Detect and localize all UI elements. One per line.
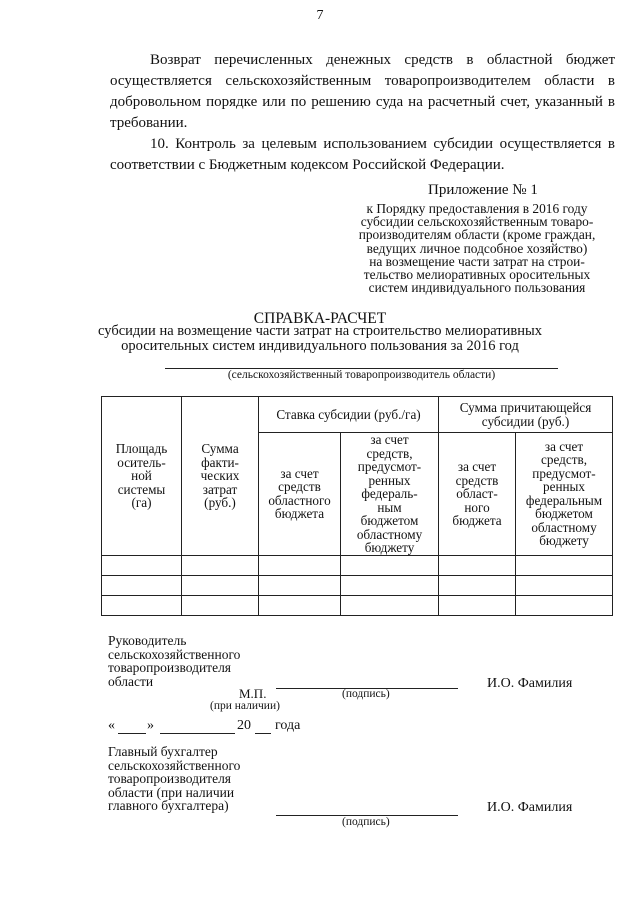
appendix-title: Приложение № 1 [428,182,538,198]
paragraph-line: соответствии с Бюджетным кодексом Российской Федерации. [110,157,505,173]
paragraph-line: требовании. [110,115,188,131]
header-amount-federal: за счет средств, предусмот- ренных федеральным бюджетом областному бюджету [516,433,613,556]
table-cell[interactable] [341,555,439,575]
signatory-line: области (при наличии [108,784,235,800]
signatory-line: сельскохозяйственного [108,757,241,773]
head-signatory [108,634,240,688]
subsidy-table [101,396,613,616]
table-row [102,595,613,615]
date-quote-open: « [108,718,115,733]
table-cell[interactable] [102,555,182,575]
accountant-signatory [108,745,240,813]
table-cell[interactable] [516,575,613,595]
paragraph-line: добровольном порядке или по решению суда на расчетный счет, указанный в [110,94,615,110]
date-day-field[interactable] [118,733,146,734]
signatory-line: Главный бухгалтер [108,744,218,759]
table-cell[interactable] [259,575,341,595]
table-cell[interactable] [439,575,516,595]
table-cell[interactable] [182,595,259,615]
signature-caption: (подпись) [342,816,390,828]
table-row [102,555,613,575]
header-rate-regional: за счет средств областного бюджета [259,433,341,556]
stamp-note: (при наличии) [210,700,280,712]
appendix-line: ведущих личное подсобное хозяйство) [366,240,588,256]
appendix-line: тельство мелиоративных оросительных [363,267,591,283]
table-cell[interactable] [259,555,341,575]
table-cell[interactable] [439,595,516,615]
table-cell[interactable] [516,595,613,615]
subtitle-line: субсидии на возмещение части затрат на строительство мелиоративных [98,323,542,339]
head-name: И.О. Фамилия [487,676,573,691]
date-year-suffix: года [275,718,301,733]
paragraph-line: 10. Контроль за целевым использованием субсидии осуществляется в [150,136,615,152]
table-cell[interactable] [182,555,259,575]
signatory-line: сельскохозяйственного [108,646,241,662]
table-cell[interactable] [102,595,182,615]
date-year-prefix: 20 [237,718,251,733]
table-cell[interactable] [259,595,341,615]
table-cell[interactable] [341,575,439,595]
signatory-line: Руководитель [108,633,187,648]
paragraph-line: Возврат перечисленных денежных средств в областной бюджет [150,52,615,68]
table-cell[interactable] [516,555,613,575]
page-number: 7 [316,8,324,23]
paragraph-line: осуществляется сельскохозяйственным товаропроизводителем области в [110,73,615,89]
subtitle-line: оросительных систем индивидуального пользования за 2016 год [121,338,519,354]
paragraph-control [110,134,615,176]
table-cell[interactable] [102,575,182,595]
header-amount-regional: за счет средств област- ного бюджета [439,433,516,556]
header-area: Площадь оситель- ной системы (га) [102,397,182,556]
signatory-line: товаропроизводителя [108,771,232,786]
header-subsidy-rate: Ставка субсидии (руб./га) [259,397,439,433]
signatory-line: главного бухгалтера) [108,798,229,813]
date-year-field[interactable] [255,733,271,734]
stamp-label: М.П. [239,686,267,701]
appendix-line: субсидии сельскохозяйственным товаро- [360,214,594,230]
header-actual-costs: Сумма факти- ческих затрат (руб.) [182,397,259,556]
date-quote-close: » [147,718,154,733]
appendix-line: производителям области (кроме граждан, [358,227,596,243]
appendix-line: на возмещение части затрат на строи- [369,253,585,269]
table-cell[interactable] [439,555,516,575]
date-month-field[interactable] [160,733,235,734]
table-cell[interactable] [341,595,439,615]
signature-caption: (подпись) [342,688,390,700]
signatory-line: области [108,673,154,689]
accountant-name: И.О. Фамилия [487,800,573,815]
table-row [102,575,613,595]
appendix-line: к Порядку предоставления в 2016 году [366,201,588,216]
appendix-reference [346,202,608,294]
signatory-line: товаропроизводителя [108,660,232,675]
document-title: СПРАВКА-РАСЧЕТ [253,310,387,327]
header-subsidy-amount: Сумма причитающейся субсидии (руб.) [439,397,613,433]
table-cell[interactable] [182,575,259,595]
paragraph-refund [110,50,615,134]
appendix-line: систем индивидуального пользования [368,280,586,296]
document-subtitle [0,324,640,354]
header-rate-federal: за счет средств, предусмот- ренных федераль- ным бюджетом областному бюджету [341,433,439,556]
producer-caption: (сельскохозяйственный товаропроизводитель области) [227,369,496,381]
